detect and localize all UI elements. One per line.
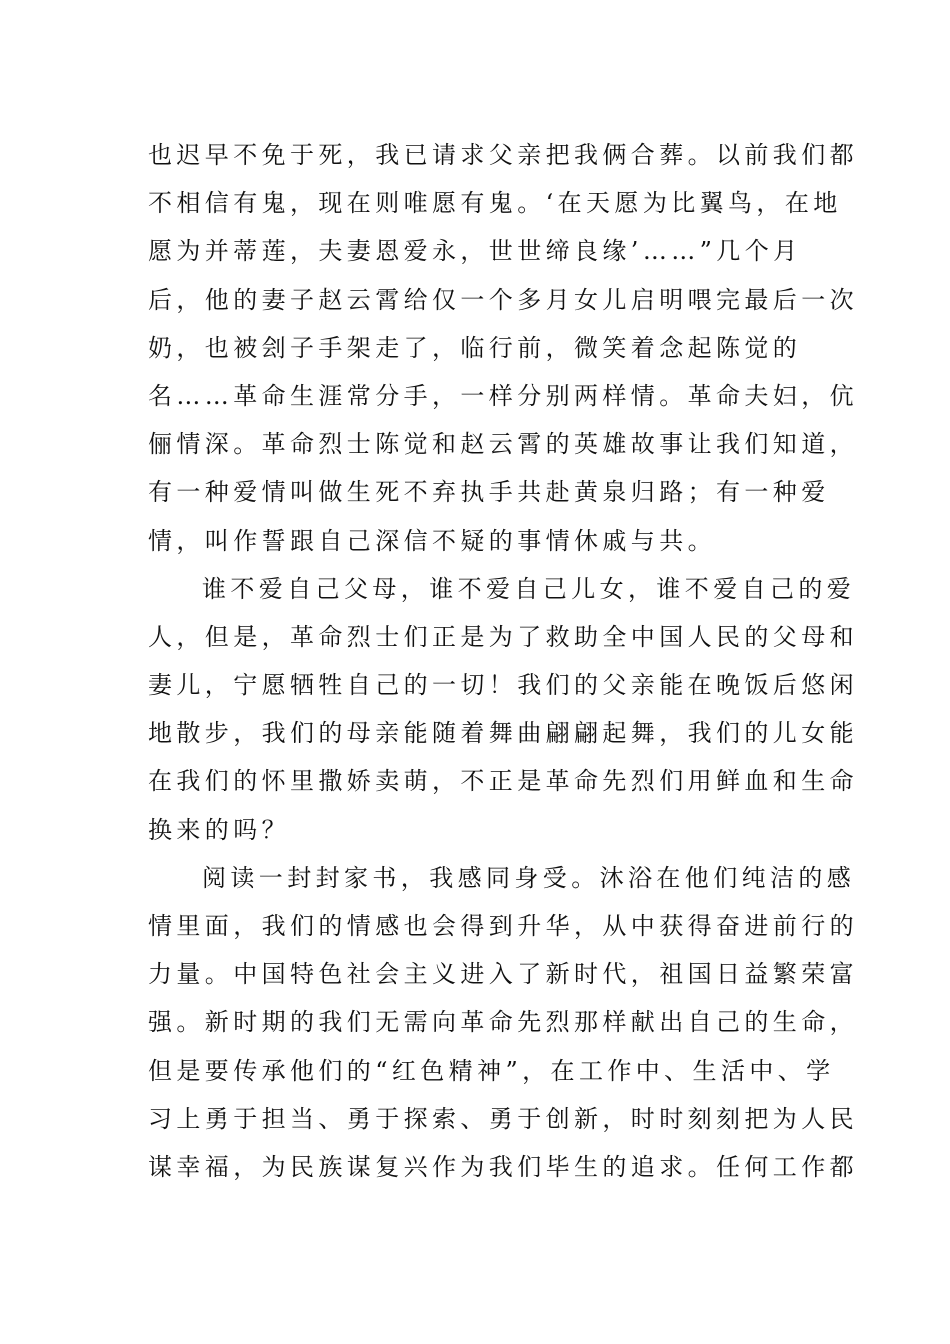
text-line: 力量。中国特色社会主义进入了新时代，祖国日益繁荣富 [148, 960, 858, 989]
text-line: 在我们的怀里撒娇卖萌，不正是革命先烈们用鲜血和生命 [148, 767, 858, 796]
text-line: 也迟早不免于死，我已请求父亲把我俩合葬。以前我们都 [148, 141, 858, 169]
text-line: 人，但是，革命烈士们正是为了救助全中国人民的父母和 [148, 622, 858, 651]
text-line: 强。新时期的我们无需向革命先烈那样献出自己的生命， [148, 1008, 858, 1037]
text-line: 愿为并蒂莲，夫妻恩爱永，世世缔良缘’……”几个月 [148, 237, 802, 266]
text-line: 情，叫作誓跟自己深信不疑的事情休戚与共。 [148, 526, 716, 555]
text-line: 习上勇于担当、勇于探索、勇于创新，时时刻刻把为人民 [148, 1104, 858, 1133]
text-line: 名……革命生涯常分手，一样分别两样情。革命夫妇，伉 [148, 381, 858, 410]
paragraph-first-line: 阅读一封封家书，我感同身受。沐浴在他们纯洁的感 [202, 863, 856, 892]
text-line: 俪情深。革命烈士陈觉和赵云霄的英雄故事让我们知道， [148, 430, 858, 459]
text-line: 妻儿，宁愿牺牲自己的一切！我们的父亲能在晚饭后悠闲 [148, 671, 858, 700]
text-line: 情里面，我们的情感也会得到升华，从中获得奋进前行的 [148, 912, 858, 940]
body-text [148, 131, 858, 1191]
text-line: 后，他的妻子赵云霄给仅一个多月女儿启明喂完最后一次 [148, 285, 858, 314]
text-line: 地散步，我们的母亲能随着舞曲翩翩起舞，我们的儿女能 [148, 719, 858, 748]
text-line: 谋幸福，为民族谋复兴作为我们毕生的追求。任何工作都 [148, 1152, 858, 1181]
paragraph-first-line: 谁不爱自己父母，谁不爱自己儿女，谁不爱自己的爱 [202, 574, 856, 603]
text-line: 但是要传承他们的“红色精神”，在工作中、生活中、学 [148, 1056, 835, 1085]
text-line: 不相信有鬼，现在则唯愿有鬼。‘在天愿为比翼鸟，在地 [148, 189, 842, 218]
text-line: 有一种爱情叫做生死不弃执手共赴黄泉归路；有一种爱 [148, 478, 830, 507]
text-line: 换来的吗？ [148, 815, 290, 844]
text-line: 奶，也被刽子手架走了，临行前，微笑着念起陈觉的 [148, 333, 802, 362]
